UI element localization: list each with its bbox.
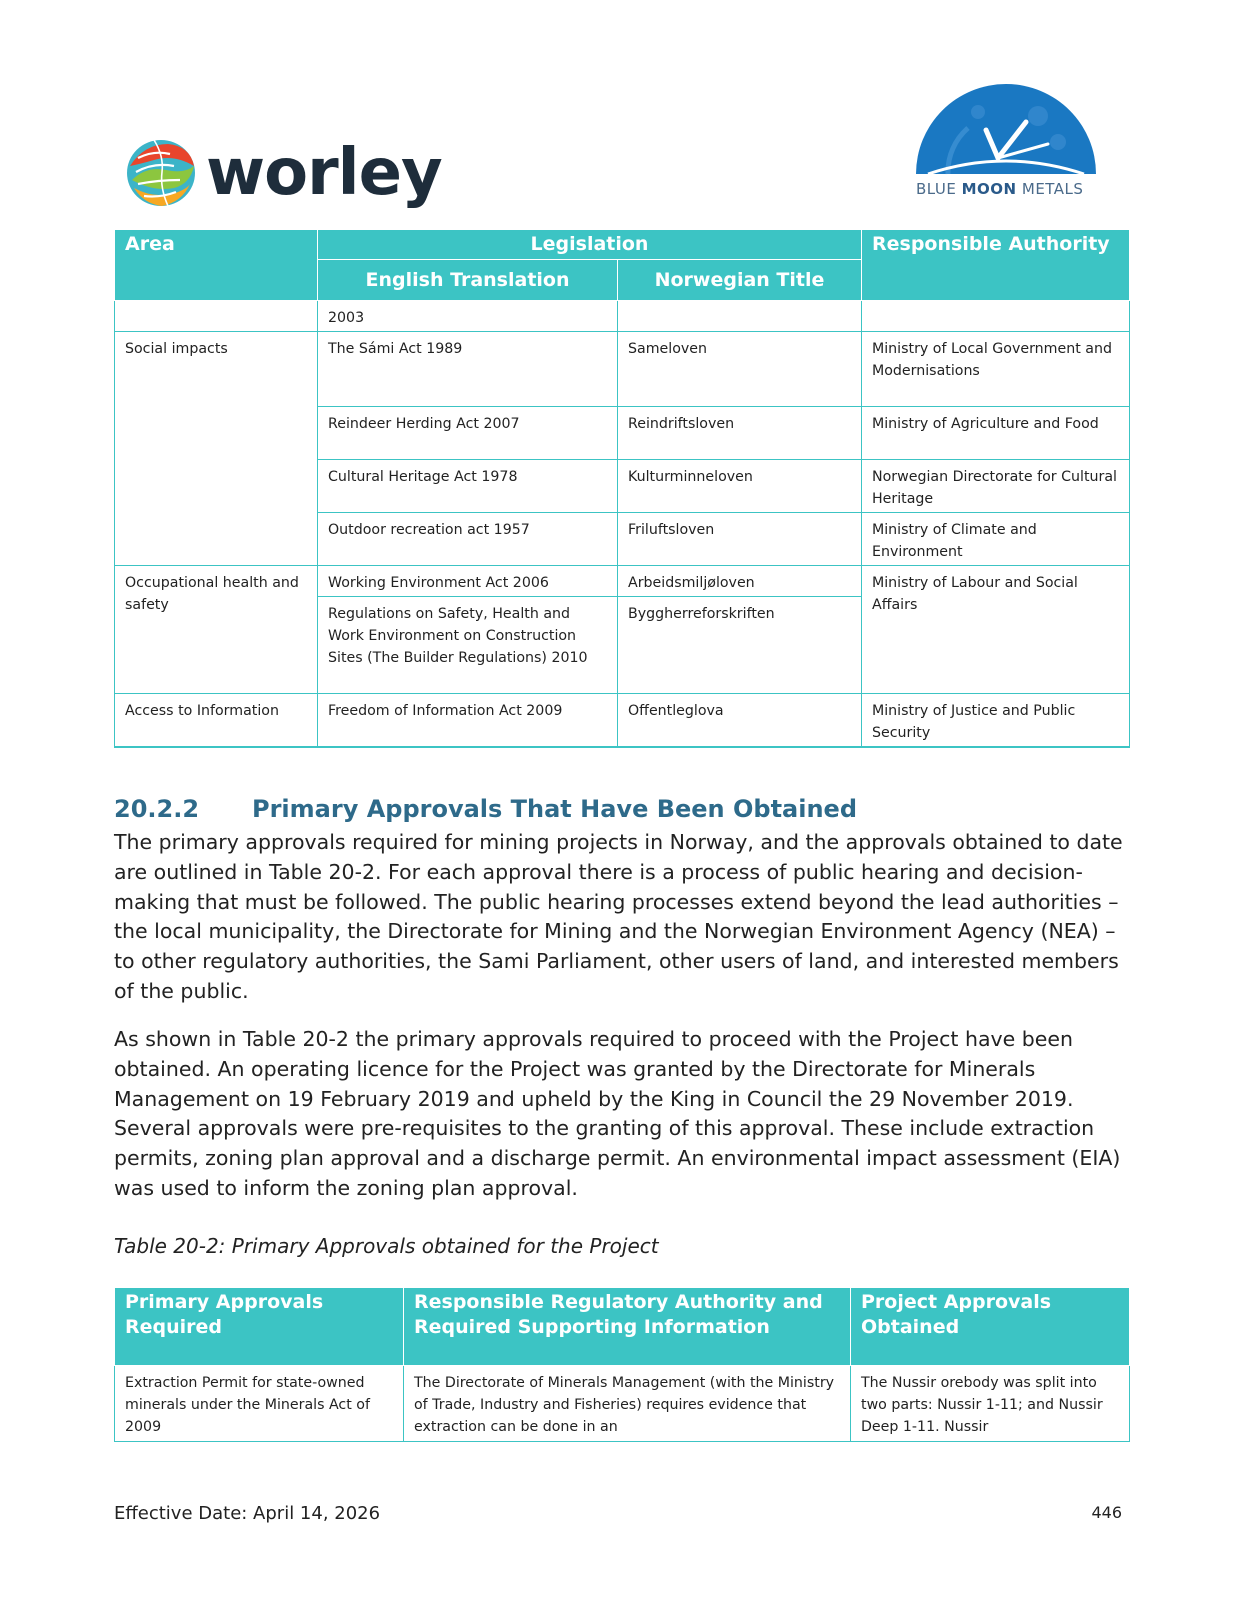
worley-logo [124,135,442,211]
header-norwegian: Norwegian Title [618,260,862,301]
cell-area: Access to Information [115,694,318,748]
table-caption: Table 20-2: Primary Approvals obtained for the Project [114,1234,659,1258]
cell-approvals-obtained: The Nussir orebody was split into two parts: Nussir 1-11; and Nussir Deep 1-11. Nussir [851,1366,1130,1442]
effective-date: Effective Date: April 14, 2026 [114,1503,381,1524]
table-row [115,301,1130,332]
cell-norwegian: Reindriftsloven [618,407,862,460]
cell-authority: Norwegian Directorate for Cultural Heritage [862,460,1130,513]
cell-norwegian: Sameloven [618,332,862,407]
header-approvals: Primary Approvals Required [115,1288,404,1366]
section-heading [114,795,857,823]
paragraph: As shown in Table 20-2 the primary approvals required to proceed with the Project have been obtained. An operating licence for the Project was granted by the Directorate for Minerals Management on 19 February 2019 and upheld by the King in Council the 29 November 2019. Several approvals were pre-requisites to the granting of this approval. These include extraction permits, zoning plan approval and a discharge permit. An environmental impact assessment (EIA) was used to inform the zoning plan approval. [114,1027,1121,1200]
cell-english: Freedom of Information Act 2009 [318,694,618,748]
worley-swirl-icon [124,136,198,210]
cell-norwegian: Kulturminneloven [618,460,862,513]
table-row [115,694,1130,748]
paragraph: The primary approvals required for mining projects in Norway, and the approvals obtained to date are outlined in Table 20-2. For each approval there is a process of public hearing and decision-making that must be followed. The public hearing processes extend beyond the lead authorities – the local municipality, the Directorate for Mining and the Norwegian Environment Agency (NEA) – to other regulatory authorities, the Sami Parliament, other users of land, and interested members of the public. [114,830,1123,1003]
cell-english: Regulations on Safety, Health and Work Environment on Construction Sites (The Builder Regulations) 2010 [318,597,618,694]
header-authority: Responsible Authority [862,230,1130,301]
header-english: English Translation [318,260,618,301]
cell-norwegian: Byggherreforskriften [618,597,862,694]
section-title: Primary Approvals That Have Been Obtained [252,795,858,823]
header-regulatory-authority: Responsible Regulatory Authority and Required Supporting Information [404,1288,851,1366]
cell-authority: Ministry of Justice and Public Security [862,694,1130,748]
cell-authority: Ministry of Climate and Environment [862,513,1130,566]
cell-english: Working Environment Act 2006 [318,566,618,597]
table-row [115,1366,1130,1442]
cell-authority: Ministry of Local Government and Modernisations [862,332,1130,407]
cell-english: Cultural Heritage Act 1978 [318,460,618,513]
cell-english: The Sámi Act 1989 [318,332,618,407]
header-legislation: Legislation [318,230,862,260]
table-row [115,332,1130,407]
blue-moon-wordmark: BLUE MOON METALS [916,180,1084,198]
cell-area: Occupational health and safety [115,566,318,694]
cell-norwegian: Arbeidsmiljøloven [618,566,862,597]
header-approvals-obtained: Project Approvals Obtained [851,1288,1130,1366]
page-number: 446 [1091,1503,1122,1522]
cell-norwegian: Friluftsloven [618,513,862,566]
cell-english: Reindeer Herding Act 2007 [318,407,618,460]
cell-authority: Ministry of Labour and Social Affairs [862,566,1130,694]
cell-approvals: Extraction Permit for state-owned minerals under the Minerals Act of 2009 [115,1366,404,1442]
cell-english: 2003 [318,301,618,332]
cell-english: Outdoor recreation act 1957 [318,513,618,566]
legislation-table [114,229,1130,748]
cell-regulatory-authority: The Directorate of Minerals Management (with the Ministry of Trade, Industry and Fisheries) requires evidence that extraction can be done in an [404,1366,851,1442]
cell-authority: Ministry of Agriculture and Food [862,407,1130,460]
worley-wordmark: worley [206,136,442,210]
approvals-table [114,1287,1130,1442]
table-row [115,566,1130,597]
section-number: 20.2.2 [114,795,200,823]
header-area: Area [115,230,318,301]
cell-norwegian: Offentleglova [618,694,862,748]
cell-area: Social impacts [115,332,318,566]
